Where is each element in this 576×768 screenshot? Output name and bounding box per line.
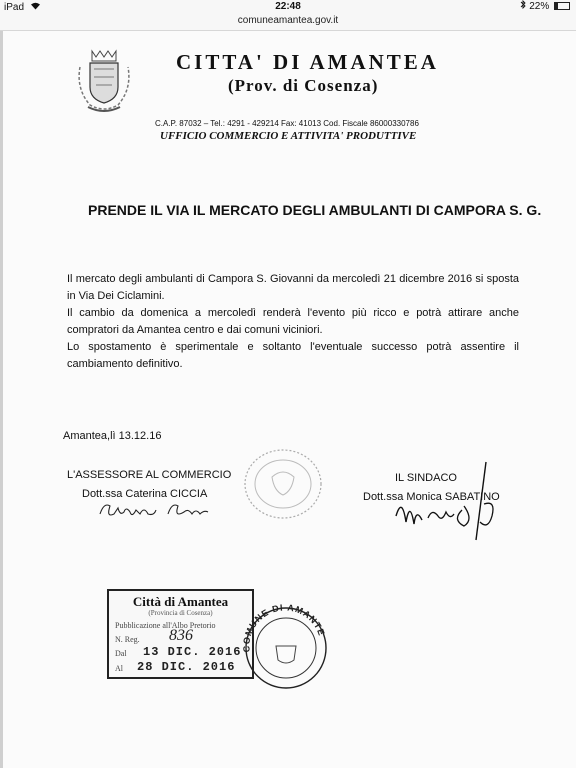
body-paragraph: Il mercato degli ambulanti di Campora S. Giovanni da mercoledì 21 dicembre 2016 si sposta in Via Dei Ciclamini. <box>67 273 519 302</box>
page-left-edge <box>0 31 3 768</box>
battery-percent: 22% <box>529 1 550 12</box>
assessore-signature <box>96 500 216 527</box>
assessore-role: L'ASSESSORE AL COMMERCIO <box>67 469 232 481</box>
coat-of-arms-icon <box>74 47 134 115</box>
publication-stamp <box>107 589 254 679</box>
svg-text:COMUNE DI AMANTEA <box>236 600 327 653</box>
stamp-from-date: 13 DIC. 2016 <box>143 645 242 659</box>
status-right <box>520 0 570 14</box>
device-label: iPad <box>4 2 25 13</box>
stamp-to-label: Al <box>115 664 123 673</box>
stamp-from-label: Dal <box>115 649 127 658</box>
body-paragraph: Lo spostamento è sperimentale e soltanto l'eventuale successo potrà assentire il cambiamento definitivo. <box>67 341 519 370</box>
sindaco-name: Dott.ssa Monica SABATINO <box>363 491 500 503</box>
round-stamp-text: COMUNE DI AMANTE <box>241 602 327 653</box>
sindaco-signature <box>392 460 502 553</box>
sindaco-role: IL SINDACO <box>395 472 457 484</box>
round-stamp-icon <box>242 447 324 526</box>
status-time: 22:48 <box>275 1 301 12</box>
letterhead-office: UFFICIO COMMERCIO E ATTIVITA' PRODUTTIVE <box>160 130 417 142</box>
stamp-to-date: 28 DIC. 2016 <box>137 660 236 674</box>
letterhead-subtitle: (Prov. di Cosenza) <box>228 76 379 95</box>
address-bar[interactable] <box>0 14 576 31</box>
stamp-publication-line: Pubblicazione all'Albo Pretorio <box>115 621 216 630</box>
assessore-name: Dott.ssa Caterina CICCIA <box>82 488 208 500</box>
bluetooth-icon <box>520 1 529 12</box>
letterhead-contacts: C.A.P. 87032 – Tel.: 4291 - 429214 Fax: 41013 Cod. Fiscale 86000330786 <box>155 119 419 128</box>
document-body <box>67 271 519 373</box>
battery-icon <box>554 2 570 10</box>
stamp-reg-number: 836 <box>169 627 193 644</box>
body-paragraph: Il cambio da domenica a mercoledì renderà l'evento più ricco e potrà attirare anche compratori da Amantea centro e dai comuni viciniori. <box>67 307 519 336</box>
stamp-title: Città di Amantea <box>132 594 229 609</box>
url-text[interactable]: comuneamantea.gov.it <box>237 15 339 26</box>
status-bar <box>0 0 576 14</box>
stamp-subtitle: (Provincia di Cosenza) <box>148 609 213 617</box>
stamp-reg-label: N. Reg. <box>115 635 140 644</box>
round-stamp-2-icon <box>236 600 334 697</box>
date-line: Amantea,lì 13.12.16 <box>63 430 162 442</box>
letterhead-title: CITTA' DI AMANTEA <box>176 50 439 74</box>
document-headline: PRENDE IL VIA IL MERCATO DEGLI AMBULANTI DI CAMPORA S. G. <box>88 202 542 218</box>
